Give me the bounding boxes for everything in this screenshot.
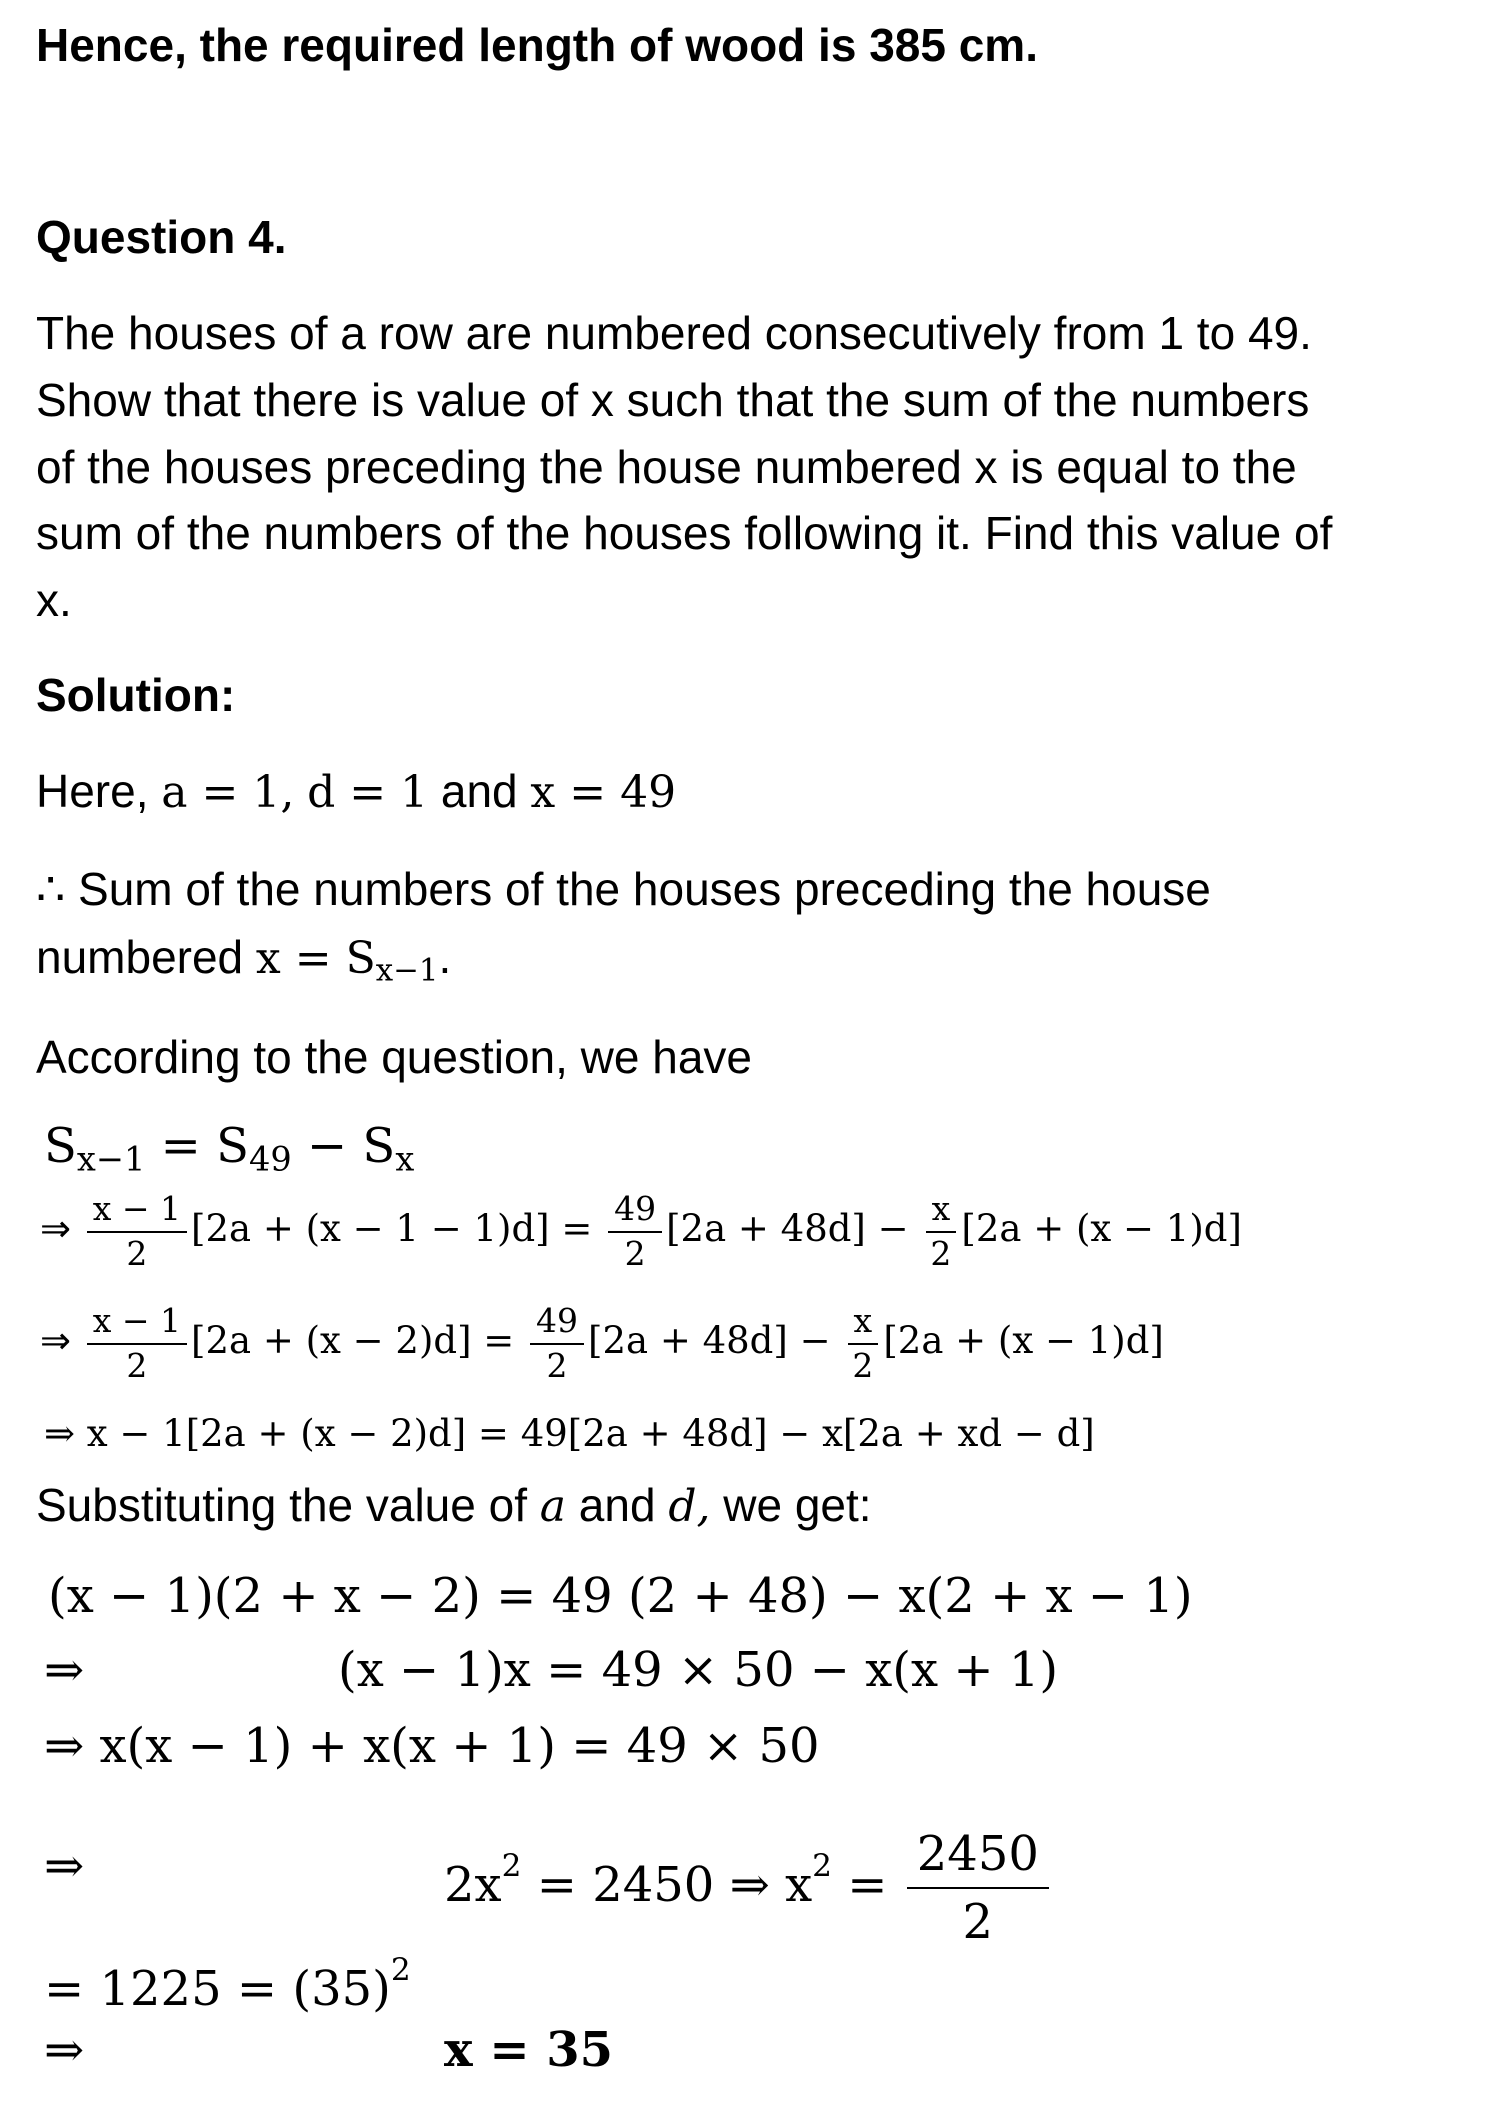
question-line: of the houses preceding the house numbered x is equal to the bbox=[36, 441, 1297, 493]
fraction-numerator: x − 1 bbox=[87, 1192, 187, 1233]
eq2-term: [2a + 48d] − bbox=[666, 1207, 909, 1251]
fraction-denominator: 2 bbox=[126, 1345, 148, 1385]
question-line: The houses of a row are numbered consecutively from 1 to 49. bbox=[36, 307, 1312, 359]
eq1-minus: − S bbox=[291, 1118, 396, 1174]
fraction-denominator: 2 bbox=[962, 1894, 994, 1951]
conclusion-text: Hence, the required length of wood is 385 cm. bbox=[36, 19, 1038, 71]
equation-5: (x − 1)(2 + x − 2) = 49 (2 + 48) − x(2 + x − 1) bbox=[48, 1568, 1193, 1624]
eq2-term: [2a + (x − 1 − 1)d] = bbox=[191, 1207, 593, 1251]
equation-7: ⇒ x(x − 1) + x(x + 1) = 49 × 50 bbox=[44, 1718, 820, 1774]
given-d: d = 1 bbox=[307, 767, 429, 818]
fraction-numerator: 49 bbox=[608, 1192, 662, 1233]
question-line: x. bbox=[36, 574, 72, 626]
eq8-exponent: 2 bbox=[812, 1848, 832, 1884]
fraction-denominator: 2 bbox=[126, 1233, 148, 1273]
therefore-period: . bbox=[438, 931, 452, 983]
equation-10-arrow: ⇒ bbox=[44, 2022, 85, 2078]
eq9-text: = 1225 = (35) bbox=[44, 1960, 391, 2017]
eq3-term: [2a + (x − 1)d] bbox=[883, 1319, 1164, 1363]
fraction bbox=[924, 1189, 957, 1273]
equation-1 bbox=[44, 1116, 414, 1189]
given-prefix: Here, bbox=[36, 765, 149, 817]
therefore-math bbox=[255, 933, 439, 989]
substituting-and: and bbox=[578, 1479, 656, 1531]
fraction bbox=[608, 1189, 662, 1273]
equation-2 bbox=[40, 1189, 1242, 1273]
equation-9 bbox=[44, 1940, 411, 2019]
final-answer: x = 35 bbox=[444, 2022, 614, 2078]
equation-6-arrow: ⇒ bbox=[44, 1642, 85, 1698]
given-a: a = 1, bbox=[161, 767, 295, 818]
given-and: and bbox=[440, 765, 518, 817]
equation-8 bbox=[444, 1796, 1053, 1955]
question-line: sum of the numbers of the houses following it. Find this value of bbox=[36, 507, 1333, 559]
equation-6: (x − 1)x = 49 × 50 − x(x + 1) bbox=[338, 1642, 1059, 1698]
substituting-d: d, bbox=[668, 1481, 711, 1532]
fraction-denominator: 2 bbox=[546, 1345, 568, 1385]
therefore-text: numbered bbox=[36, 931, 244, 983]
fraction bbox=[530, 1301, 584, 1385]
fraction bbox=[846, 1301, 879, 1385]
fraction bbox=[87, 1301, 187, 1385]
eq1-s49: 49 bbox=[248, 1139, 292, 1179]
implies-arrow: ⇒ bbox=[40, 1319, 72, 1363]
substituting-a: a bbox=[539, 1481, 567, 1532]
therefore-math-main: x = S bbox=[255, 933, 376, 984]
fraction-denominator: 2 bbox=[930, 1233, 952, 1273]
eq9-exponent: 2 bbox=[390, 1952, 411, 1988]
according-text: According to the question, we have bbox=[36, 1031, 753, 1083]
substituting-text: Substituting the value of bbox=[36, 1479, 527, 1531]
implies-arrow: ⇒ bbox=[40, 1207, 72, 1251]
equation-8-arrow: ⇒ bbox=[44, 1838, 85, 1894]
fraction-numerator: 49 bbox=[530, 1304, 584, 1345]
fraction-denominator: 2 bbox=[852, 1345, 874, 1385]
eq8-exponent: 2 bbox=[501, 1848, 522, 1884]
eq8-eqsign: = bbox=[832, 1856, 888, 1913]
eq1-sx: x bbox=[395, 1139, 415, 1179]
eq3-term: [2a + (x − 2)d] = bbox=[191, 1319, 515, 1363]
fraction-numerator: x bbox=[926, 1192, 957, 1233]
fraction-denominator: 2 bbox=[624, 1233, 646, 1273]
eq8-left: 2x bbox=[444, 1856, 502, 1913]
equation-3 bbox=[40, 1301, 1164, 1385]
eq2-term: [2a + (x − 1)d] bbox=[961, 1207, 1242, 1251]
fraction bbox=[907, 1826, 1049, 1951]
fraction-numerator: x − 1 bbox=[87, 1304, 187, 1345]
therefore-math-sub: x−1 bbox=[375, 952, 439, 989]
solution-title: Solution: bbox=[36, 669, 236, 721]
given-values bbox=[36, 758, 676, 826]
therefore-line: ∴ Sum of the numbers of the houses preceding the house bbox=[36, 863, 1211, 915]
substituting-text-2: we get: bbox=[723, 1479, 872, 1531]
therefore-line-2 bbox=[36, 924, 451, 1004]
eq1-lhs-sub: x−1 bbox=[76, 1139, 146, 1179]
question-title: Question 4. bbox=[36, 211, 287, 263]
eq1-lhs: S bbox=[44, 1118, 77, 1174]
fraction-numerator: x bbox=[848, 1304, 879, 1345]
fraction bbox=[87, 1189, 187, 1273]
eq8-mid: = 2450 ⇒ x bbox=[521, 1856, 813, 1913]
eq3-term: [2a + 48d] − bbox=[588, 1319, 831, 1363]
eq1-eq: = S bbox=[145, 1118, 249, 1174]
fraction-numerator: 2450 bbox=[907, 1829, 1049, 1889]
equation-4: ⇒ x − 1[2a + (x − 2)d] = 49[2a + 48d] − x[2a + xd − d] bbox=[44, 1412, 1095, 1455]
question-line: Show that there is value of x such that the sum of the numbers bbox=[36, 374, 1310, 426]
substituting-line bbox=[36, 1472, 872, 1540]
given-x: x = 49 bbox=[530, 767, 677, 818]
